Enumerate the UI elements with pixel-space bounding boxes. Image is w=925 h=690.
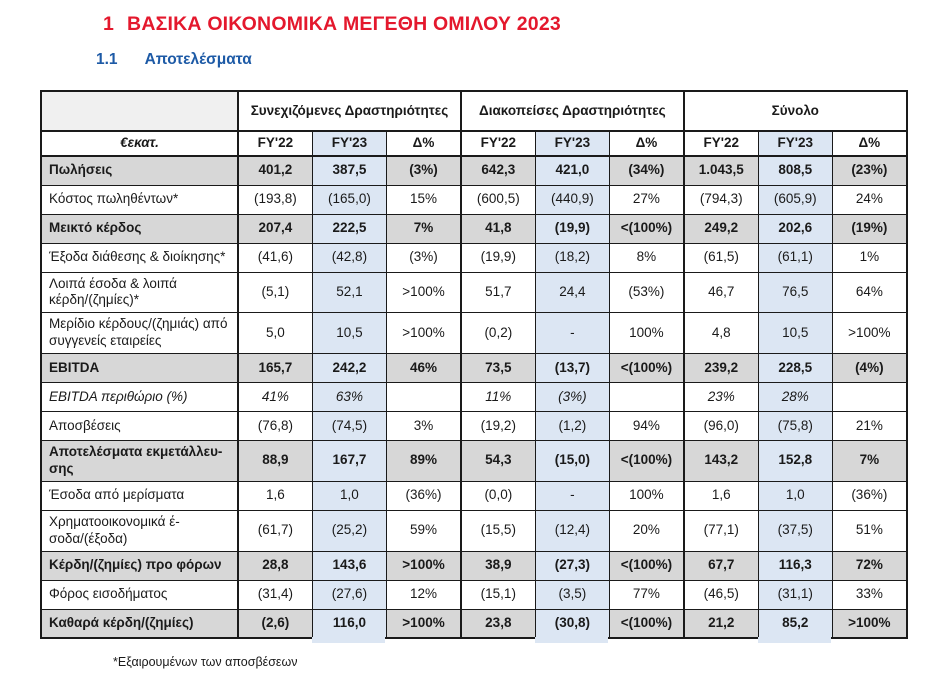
data-cell: (36%) <box>832 481 906 510</box>
column-header: FY'22 <box>461 131 535 156</box>
data-cell: (15,5) <box>461 510 535 551</box>
data-cell: (77,1) <box>684 510 758 551</box>
table-row <box>41 412 907 441</box>
data-cell: (5,1) <box>238 272 312 313</box>
data-cell: <(100%) <box>610 609 684 638</box>
table-row <box>41 580 907 609</box>
data-cell: 239,2 <box>684 354 758 383</box>
data-cell: (31,1) <box>758 580 832 609</box>
data-cell: 1% <box>832 243 906 272</box>
table-row <box>41 243 907 272</box>
results-table-wrap <box>40 90 906 639</box>
data-cell: 5,0 <box>238 313 312 354</box>
data-cell: 808,5 <box>758 156 832 185</box>
data-cell: 7% <box>832 441 906 482</box>
data-cell: 152,8 <box>758 441 832 482</box>
data-cell: (36%) <box>387 481 461 510</box>
data-cell: 8% <box>610 243 684 272</box>
row-label: Καθαρά κέρδη/(ζημίες) <box>41 609 238 638</box>
data-cell: 51,7 <box>461 272 535 313</box>
table-row <box>41 185 907 214</box>
data-cell: 21% <box>832 412 906 441</box>
row-label: Μερίδιο κέρδους/(ζημιάς) από συγγενείς εταιρείες <box>41 313 238 354</box>
data-cell: - <box>535 313 609 354</box>
data-cell: <(100%) <box>610 441 684 482</box>
fy23-column-tail <box>758 637 831 643</box>
data-cell: (605,9) <box>758 185 832 214</box>
row-label: Αποσβέσεις <box>41 412 238 441</box>
subsection-title <box>96 51 252 69</box>
data-cell: 207,4 <box>238 214 312 243</box>
data-cell: (19,9) <box>461 243 535 272</box>
data-cell: 401,2 <box>238 156 312 185</box>
data-cell: 23% <box>684 383 758 412</box>
row-label: Λοιπά έσοδα & λοιπά κέρδη/(ζημίες)* <box>41 272 238 313</box>
table-row <box>41 441 907 482</box>
data-cell: 46,7 <box>684 272 758 313</box>
section-number: 1 <box>103 13 115 35</box>
table-row <box>41 272 907 313</box>
data-cell: >100% <box>832 313 906 354</box>
data-cell: 116,0 <box>312 609 386 638</box>
data-cell: 46% <box>387 354 461 383</box>
data-cell: (46,5) <box>684 580 758 609</box>
data-cell: 64% <box>832 272 906 313</box>
data-cell <box>610 383 684 412</box>
data-cell: 202,6 <box>758 214 832 243</box>
data-cell: 642,3 <box>461 156 535 185</box>
column-header: Δ% <box>832 131 906 156</box>
row-label: EBITDA <box>41 354 238 383</box>
column-header: Δ% <box>610 131 684 156</box>
data-cell: (76,8) <box>238 412 312 441</box>
group-header-continuing: Συνεχιζόμενες Δραστηριότητες <box>238 91 461 131</box>
table-row <box>41 214 907 243</box>
column-header: FY'23 <box>312 131 386 156</box>
data-cell: (0,0) <box>461 481 535 510</box>
data-cell: 1,6 <box>238 481 312 510</box>
data-cell: 222,5 <box>312 214 386 243</box>
data-cell: 27% <box>610 185 684 214</box>
table-row <box>41 354 907 383</box>
data-cell: (3%) <box>387 156 461 185</box>
data-cell: (2,6) <box>238 609 312 638</box>
data-cell: (27,6) <box>312 580 386 609</box>
data-cell: 24% <box>832 185 906 214</box>
row-label: Πωλήσεις <box>41 156 238 185</box>
data-cell: 228,5 <box>758 354 832 383</box>
subsection-heading-text: Αποτελέσματα <box>144 51 252 68</box>
data-cell: (165,0) <box>312 185 386 214</box>
data-cell: (794,3) <box>684 185 758 214</box>
data-cell: 41% <box>238 383 312 412</box>
data-cell: 85,2 <box>758 609 832 638</box>
data-cell: (193,8) <box>238 185 312 214</box>
data-cell: 7% <box>387 214 461 243</box>
data-cell: 28% <box>758 383 832 412</box>
fy23-column-tail <box>312 637 385 643</box>
row-label: Κόστος πωληθέντων* <box>41 185 238 214</box>
data-cell: (61,7) <box>238 510 312 551</box>
data-cell: 76,5 <box>758 272 832 313</box>
data-cell: 4,8 <box>684 313 758 354</box>
data-cell: (74,5) <box>312 412 386 441</box>
data-cell: 54,3 <box>461 441 535 482</box>
data-cell: 1,6 <box>684 481 758 510</box>
data-cell: 33% <box>832 580 906 609</box>
data-cell: 1,0 <box>312 481 386 510</box>
column-header: FY'23 <box>535 131 609 156</box>
data-cell: (19%) <box>832 214 906 243</box>
data-cell: (18,2) <box>535 243 609 272</box>
data-cell: 88,9 <box>238 441 312 482</box>
data-cell: 421,0 <box>535 156 609 185</box>
data-cell: (61,5) <box>684 243 758 272</box>
table-row <box>41 156 907 185</box>
data-cell: 59% <box>387 510 461 551</box>
data-cell: (19,9) <box>535 214 609 243</box>
table-row <box>41 551 907 580</box>
data-cell: 165,7 <box>238 354 312 383</box>
data-cell: (31,4) <box>238 580 312 609</box>
data-cell: <(100%) <box>610 551 684 580</box>
group-header-total: Σύνολο <box>684 91 907 131</box>
data-cell: (37,5) <box>758 510 832 551</box>
unit-label: €εκατ. <box>41 131 238 156</box>
data-cell: (19,2) <box>461 412 535 441</box>
data-cell: <(100%) <box>610 214 684 243</box>
data-cell: (53%) <box>610 272 684 313</box>
data-cell: (3%) <box>535 383 609 412</box>
data-cell: 100% <box>610 481 684 510</box>
data-cell: 94% <box>610 412 684 441</box>
data-cell: >100% <box>387 272 461 313</box>
column-header: FY'23 <box>758 131 832 156</box>
data-cell: (3%) <box>387 243 461 272</box>
data-cell: (25,2) <box>312 510 386 551</box>
group-header-row <box>41 91 907 131</box>
data-cell: 24,4 <box>535 272 609 313</box>
data-cell: <(100%) <box>610 354 684 383</box>
data-cell: - <box>535 481 609 510</box>
data-cell: 77% <box>610 580 684 609</box>
data-cell: 63% <box>312 383 386 412</box>
data-cell: 10,5 <box>758 313 832 354</box>
data-cell: (1,2) <box>535 412 609 441</box>
data-cell: 67,7 <box>684 551 758 580</box>
data-cell: (15,1) <box>461 580 535 609</box>
data-cell: 143,2 <box>684 441 758 482</box>
data-cell: 38,9 <box>461 551 535 580</box>
data-cell: 72% <box>832 551 906 580</box>
column-header-row <box>41 131 907 156</box>
data-cell <box>387 383 461 412</box>
row-label: Αποτελέσματα εκμετάλλευ-σης <box>41 441 238 482</box>
column-header: Δ% <box>387 131 461 156</box>
data-cell: (13,7) <box>535 354 609 383</box>
row-label: Φόρος εισοδήματος <box>41 580 238 609</box>
table-row <box>41 313 907 354</box>
data-cell: (15,0) <box>535 441 609 482</box>
subsection-number: 1.1 <box>96 51 118 68</box>
data-cell: >100% <box>387 313 461 354</box>
data-cell: (440,9) <box>535 185 609 214</box>
data-cell: 242,2 <box>312 354 386 383</box>
row-label: Μεικτό κέρδος <box>41 214 238 243</box>
data-cell: 3% <box>387 412 461 441</box>
data-cell: 10,5 <box>312 313 386 354</box>
data-cell: (3,5) <box>535 580 609 609</box>
data-cell: 23,8 <box>461 609 535 638</box>
data-cell: (4%) <box>832 354 906 383</box>
column-header: FY'22 <box>684 131 758 156</box>
data-cell: >100% <box>832 609 906 638</box>
fy23-column-tail <box>535 637 608 643</box>
data-cell: >100% <box>387 551 461 580</box>
data-cell: (30,8) <box>535 609 609 638</box>
data-cell: 20% <box>610 510 684 551</box>
corner-cell <box>41 91 238 131</box>
data-cell: 1.043,5 <box>684 156 758 185</box>
data-cell: 52,1 <box>312 272 386 313</box>
results-table <box>40 90 908 639</box>
data-cell <box>832 383 906 412</box>
data-cell: 15% <box>387 185 461 214</box>
data-cell: (600,5) <box>461 185 535 214</box>
data-cell: 116,3 <box>758 551 832 580</box>
data-cell: 12% <box>387 580 461 609</box>
group-header-discontinued: Διακοπείσες Δραστηριότητες <box>461 91 684 131</box>
data-cell: 100% <box>610 313 684 354</box>
data-cell: (0,2) <box>461 313 535 354</box>
row-label: Έξοδα διάθεσης & διοίκησης* <box>41 243 238 272</box>
data-cell: 387,5 <box>312 156 386 185</box>
data-cell: (42,8) <box>312 243 386 272</box>
row-label: Έσοδα από μερίσματα <box>41 481 238 510</box>
row-label: EBITDA περιθώριο (%) <box>41 383 238 412</box>
data-cell: 143,6 <box>312 551 386 580</box>
table-row <box>41 609 907 638</box>
data-cell: (75,8) <box>758 412 832 441</box>
page-title <box>103 13 561 36</box>
data-cell: 1,0 <box>758 481 832 510</box>
data-cell: 41,8 <box>461 214 535 243</box>
table-row <box>41 510 907 551</box>
data-cell: (12,4) <box>535 510 609 551</box>
data-cell: 73,5 <box>461 354 535 383</box>
data-cell: 28,8 <box>238 551 312 580</box>
data-cell: 249,2 <box>684 214 758 243</box>
footnote: *Εξαιρουμένων των αποσβέσεων <box>113 655 298 669</box>
column-header: FY'22 <box>238 131 312 156</box>
data-cell: (96,0) <box>684 412 758 441</box>
data-cell: 21,2 <box>684 609 758 638</box>
data-cell: (27,3) <box>535 551 609 580</box>
data-cell: 51% <box>832 510 906 551</box>
data-cell: 11% <box>461 383 535 412</box>
data-cell: (23%) <box>832 156 906 185</box>
data-cell: >100% <box>387 609 461 638</box>
data-cell: (61,1) <box>758 243 832 272</box>
data-cell: 89% <box>387 441 461 482</box>
section-heading-text: ΒΑΣΙΚΑ ΟΙΚΟΝΟΜΙΚΑ ΜΕΓΕΘΗ ΟΜΙΛΟΥ 2023 <box>127 13 561 35</box>
table-row <box>41 383 907 412</box>
data-cell: 167,7 <box>312 441 386 482</box>
data-cell: (41,6) <box>238 243 312 272</box>
row-label: Κέρδη/(ζημίες) προ φόρων <box>41 551 238 580</box>
row-label: Χρηματοοικονομικά έ-σοδα/(έξοδα) <box>41 510 238 551</box>
table-row <box>41 481 907 510</box>
data-cell: (34%) <box>610 156 684 185</box>
